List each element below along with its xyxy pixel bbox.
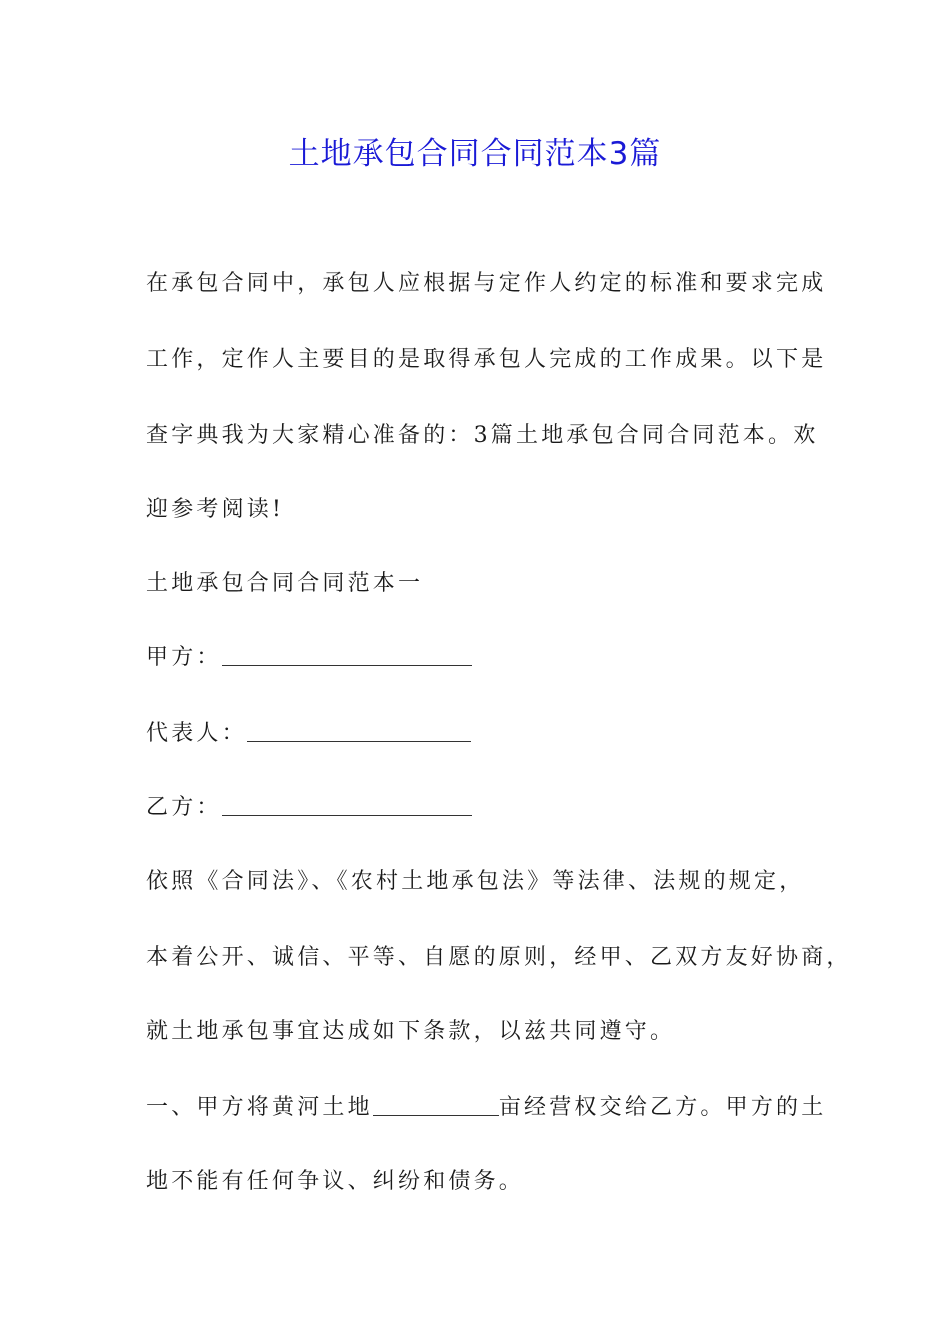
clause-1-line-1 — [146, 1090, 826, 1126]
clause-1-after: 亩经营权交给乙方。甲方的土 — [498, 1095, 827, 1120]
party-a-field — [146, 640, 472, 676]
party-b-field — [146, 790, 472, 826]
basis-line-1: 依照《合同法》、《农村土地承包法》等法律、法规的规定， — [146, 869, 805, 894]
intro-line-2: 工作，定作人主要目的是取得承包人完成的工作成果。以下是 — [146, 347, 827, 372]
document-title: 土地承包合同合同范本3篇 — [288, 136, 662, 172]
party-a-blank — [222, 641, 472, 666]
party-a-label: 甲方： — [146, 645, 222, 670]
basis-line-2: 本着公开、诚信、平等、自愿的原则，经甲、乙双方友好协商， — [146, 945, 852, 970]
intro-line-4: 迎参考阅读! — [146, 497, 285, 522]
clause-1-line-2: 地不能有任何争议、纠纷和债务。 — [146, 1169, 525, 1194]
intro-line-1: 在承包合同中，承包人应根据与定作人约定的标准和要求完成 — [146, 271, 827, 296]
representative-label: 代表人： — [146, 721, 247, 746]
party-b-label: 乙方： — [146, 795, 222, 820]
representative-blank — [247, 717, 471, 742]
party-b-blank — [222, 791, 472, 816]
intro-line-3: 查字典我为大家精心准备的：3篇土地承包合同合同范本。欢 — [146, 423, 819, 448]
clause-1-area-blank — [373, 1091, 499, 1116]
section-heading: 土地承包合同合同范本一 — [146, 571, 424, 596]
basis-line-3: 就土地承包事宜达成如下条款，以兹共同遵守。 — [146, 1019, 676, 1044]
clause-1-before: 一、甲方将黄河土地 — [146, 1095, 373, 1120]
representative-field — [146, 716, 471, 752]
